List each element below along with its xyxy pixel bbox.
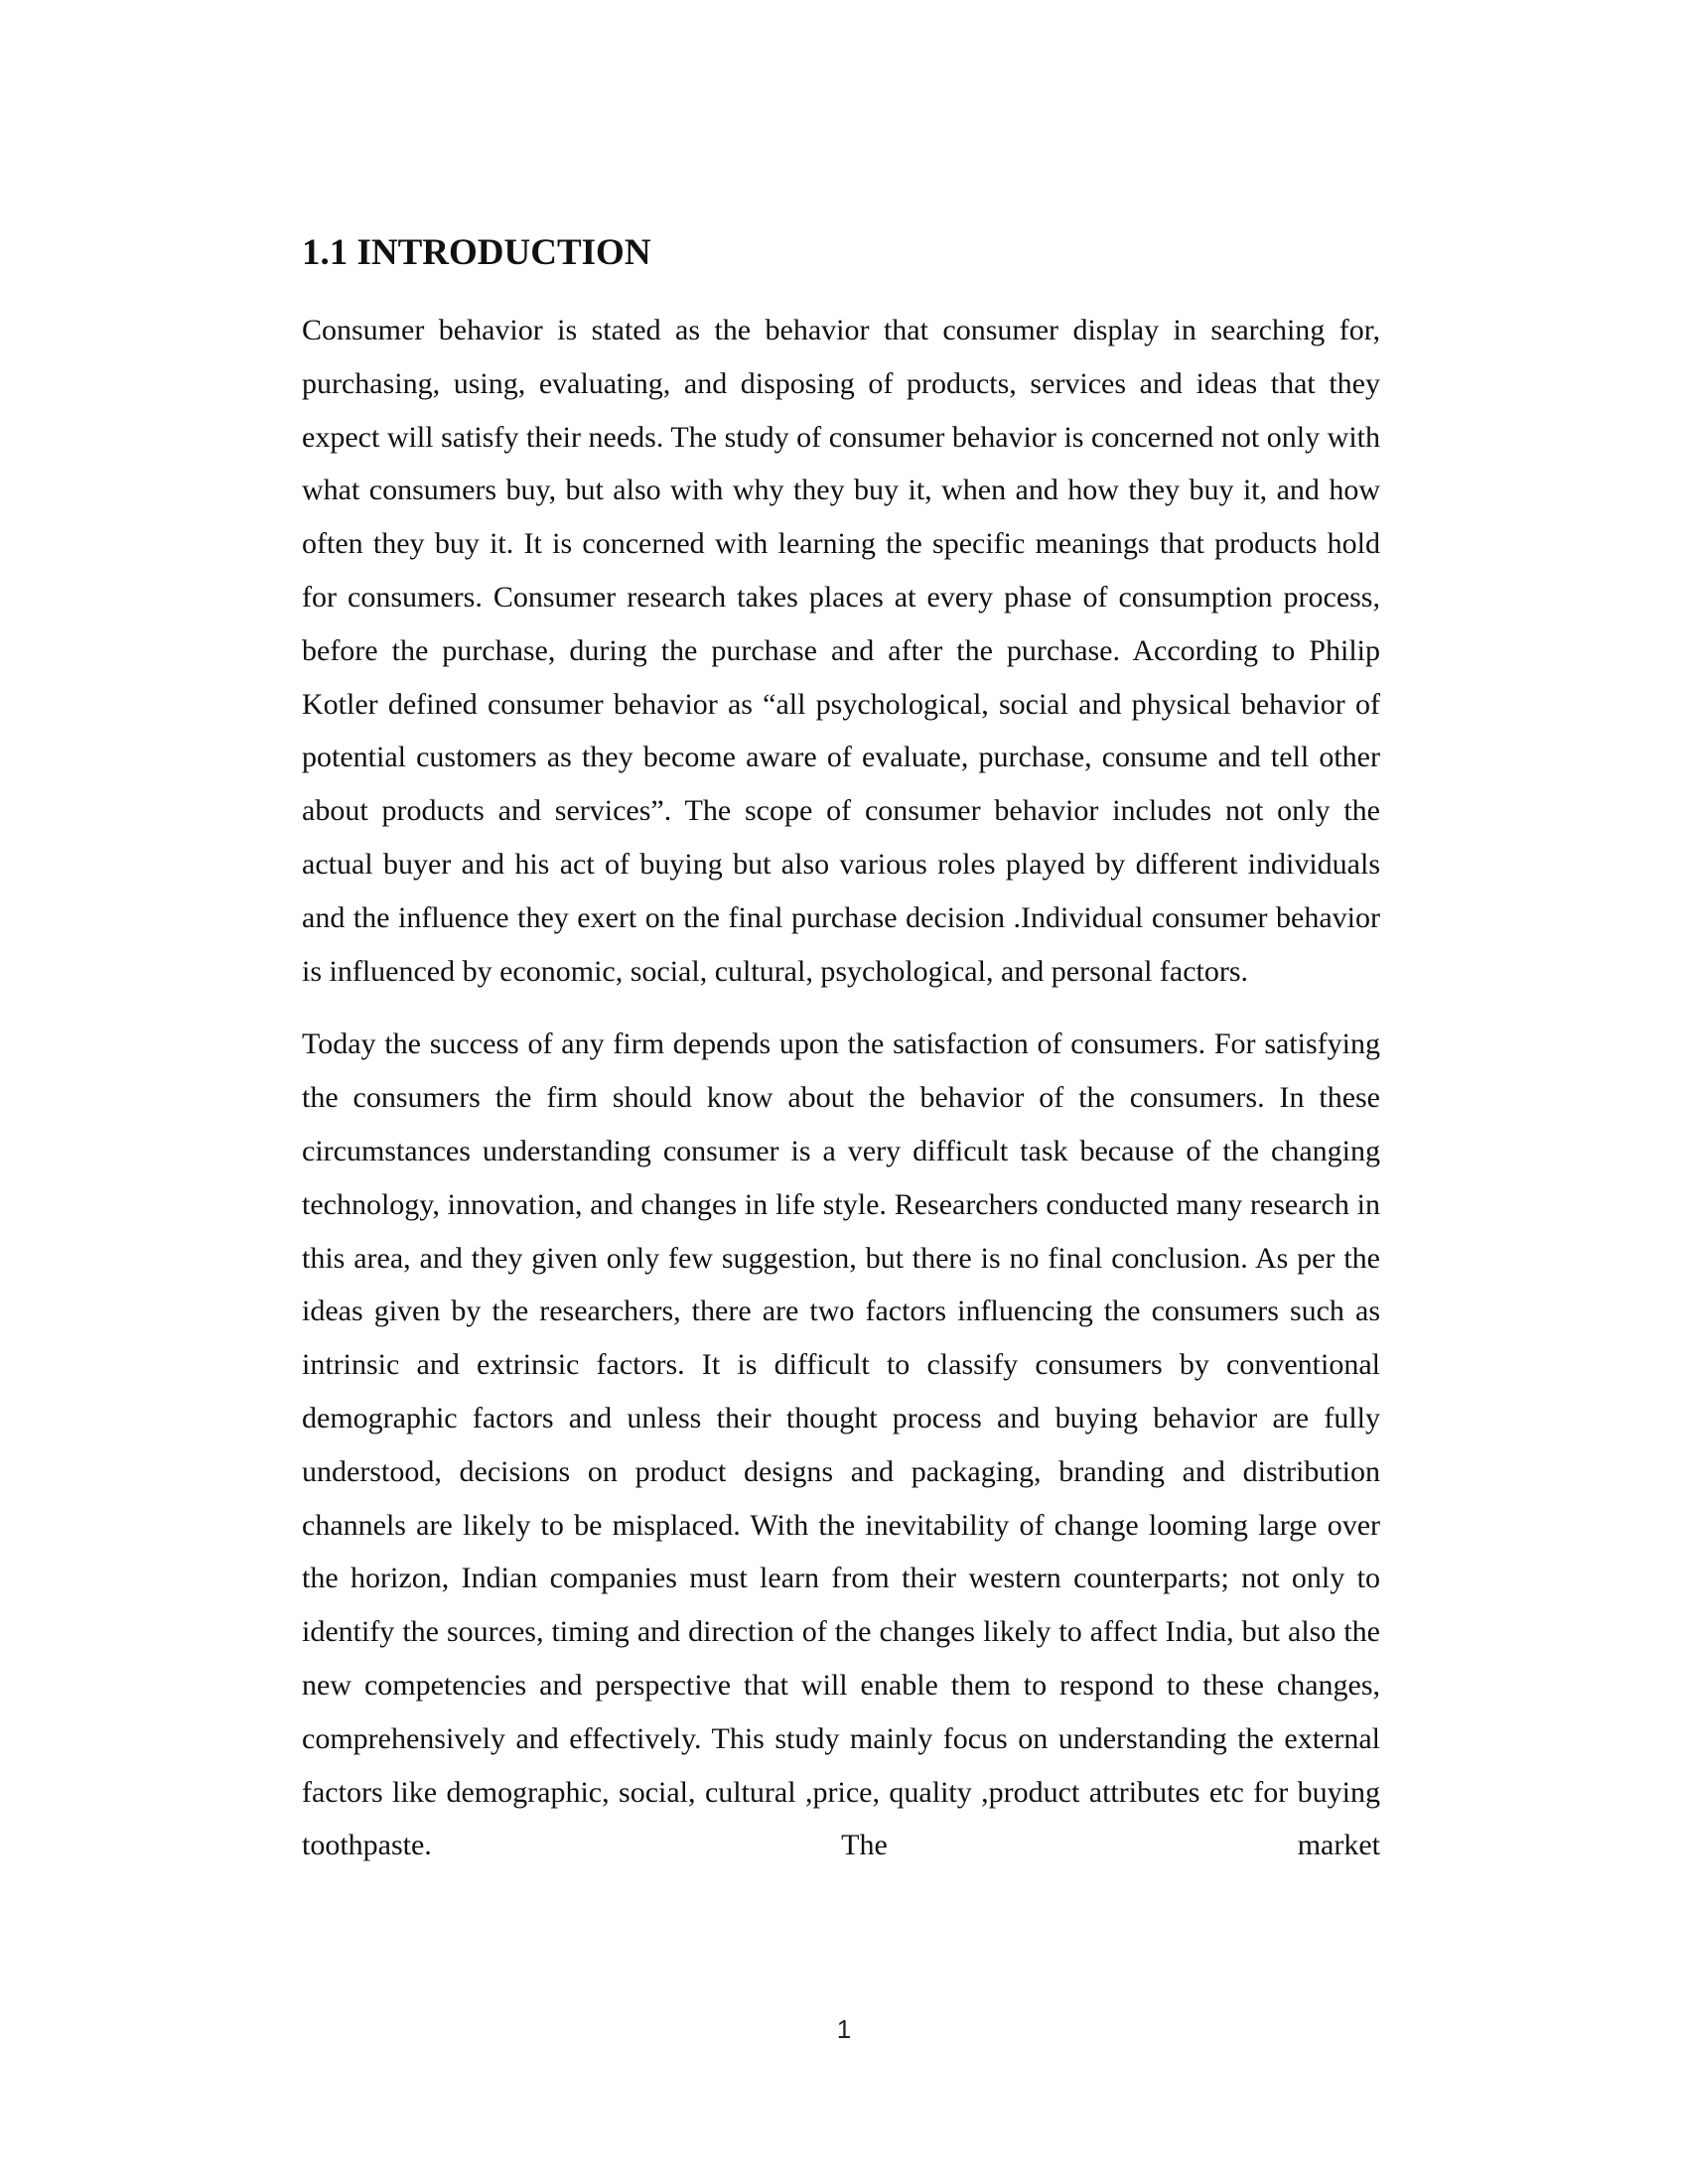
paragraph-consumer-success: Today the success of any firm depends upon the satisfaction of consumers. For satisfying the consumers the firm should know about the behavior of the consumers. In these circumstances understanding consumer is a very difficult task because of the changing technology, innovation, and changes in life style. Researchers conducted many research in this area, and they given only few suggestion, but there is no final conclusion. As per the ideas given by the researchers, there are two factors influencing the consumers such as intrinsic and extrinsic factors. It is difficult to classify consumers by conventional demographic factors and unless their thought process and buying behavior are fully understood, decisions on product designs and packaging, branding and distribution channels are likely to be misplaced. With the inevitability of change looming large over the horizon, Indian companies must learn from their western counterparts; not only to identify the sources, timing and direction of the changes likely to affect India, but also the new competencies and perspective that will enable them to respond to these changes, comprehensively and effectively. This study mainly focus on understanding the external factors like demographic, social, cultural ,price, quality ,product attributes etc for buying toothpaste. The market <box>302 1027 1380 1862</box>
paragraph-intro: Consumer behavior is stated as the behavior that consumer display in searching for, purchasing, using, evaluating, and disposing of products, services and ideas that they expect will satisfy their needs. The study of consumer behavior is concerned not only with what consumers buy, but also with why they buy it, when and how they buy it, and how often they buy it. It is concerned with learning the specific meanings that products hold for consumers. Consumer research takes places at every phase of consumption process, before the purchase, during the purchase and after the purchase. According to Philip Kotler defined consumer behavior as “all psychological, social and physical behavior of potential customers as they become aware of evaluate, purchase, consume and tell other about products and services”. The scope of consumer behavior includes not only the actual buyer and his act of buying but also various roles played by different individuals and the influence they exert on the final purchase decision .Individual consumer behavior is influenced by economic, social, cultural, psychological, and personal factors. <box>302 314 1380 988</box>
document-body <box>302 226 1380 1892</box>
page-number: 1 <box>836 2014 852 2044</box>
section-heading: 1.1 INTRODUCTION <box>302 232 651 273</box>
